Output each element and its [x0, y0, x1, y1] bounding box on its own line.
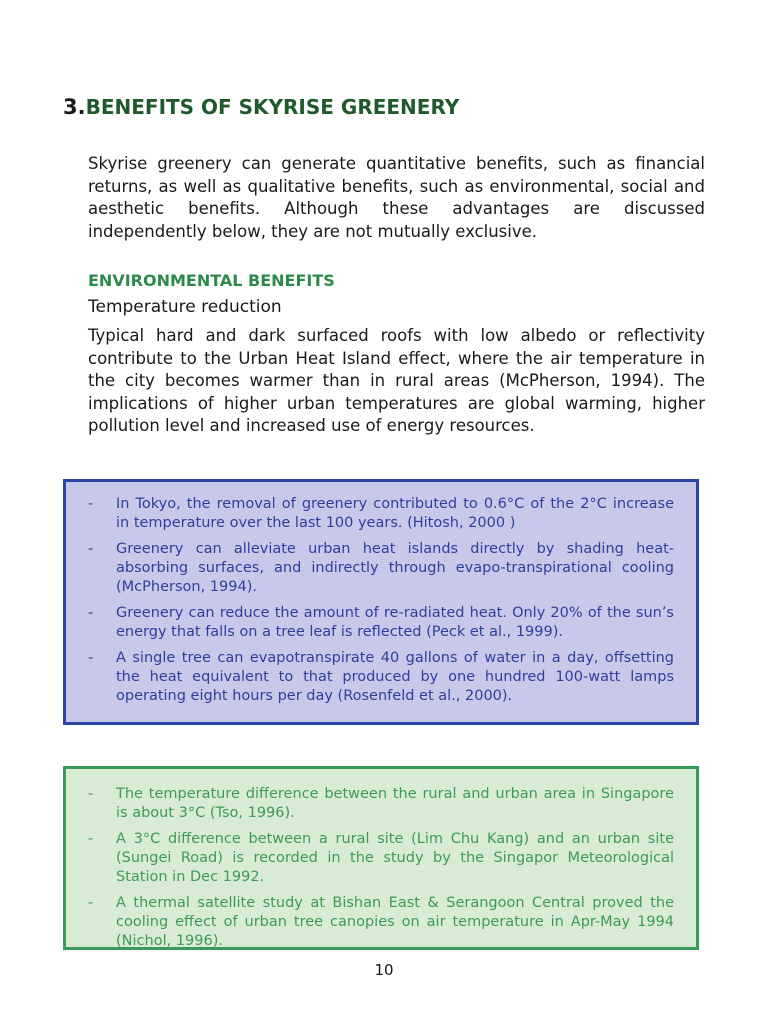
- list-item: - In Tokyo, the removal of greenery contributed to 0.6°C of the 2°C increase in temperature over the last 100 years. (Hitosh, 2000 ): [88, 496, 674, 531]
- intro-paragraph: Skyrise greenery can generate quantitative benefits, such as financial returns, as well as qualitative benefits, such as environmental, social and aesthetic benefits. Although these advantages are discussed independently below, they are not mutually exclusive.: [88, 154, 705, 241]
- page-number: 10: [374, 961, 394, 979]
- body-paragraph: Typical hard and dark surfaced roofs with low albedo or reflectivity contribute to the Urban Heat Island effect, where the air temperature in the city becomes warmer than in rural areas (McPherson, 1994). The implications of higher urban temperatures are global warming, higher pollution level and increased use of energy resources.: [88, 326, 705, 435]
- list-item: - A 3°C difference between a rural site (Lim Chu Kang) and an urban site (Sungei Road) is recorded in the study by the Singapor Meteorological Station in Dec 1992.: [88, 831, 674, 885]
- list-item: - Greenery can reduce the amount of re-radiated heat. Only 20% of the sun’s energy that falls on a tree leaf is reflected (Peck et al., 1999).: [88, 605, 674, 640]
- green-bullet-list: [88, 785, 674, 958]
- facts-box-blue: [63, 479, 699, 725]
- list-item: - Greenery can alleviate urban heat islands directly by shading heat-absorbing surfaces, and indirectly through evapo-transpirational cooling (McPherson, 1994).: [88, 541, 674, 595]
- section-title: BENEFITS OF SKYRISE GREENERY: [85, 95, 460, 119]
- blue-bullet-list: [88, 495, 674, 713]
- subsection-title: ENVIRONMENTAL BENEFITS: [88, 271, 335, 290]
- list-item: - The temperature difference between the rural and urban area in Singapore is about 3°C (Tso, 1996).: [88, 786, 674, 821]
- section-number: 3.: [63, 95, 86, 119]
- facts-box-green: [63, 766, 699, 950]
- topic-title: Temperature reduction: [88, 297, 282, 317]
- list-item: - A single tree can evapotranspirate 40 gallons of water in a day, offsetting the heat equivalent to that produced by one hundred 100-watt lamps operating eight hours per day (Rosenfeld et al., 2000).: [88, 650, 674, 704]
- list-item: - A thermal satellite study at Bishan East & Serangoon Central proved the cooling effect of urban tree canopies on air temperature in Apr-May 1994 (Nichol, 1996).: [88, 895, 674, 949]
- section-heading: [63, 95, 723, 119]
